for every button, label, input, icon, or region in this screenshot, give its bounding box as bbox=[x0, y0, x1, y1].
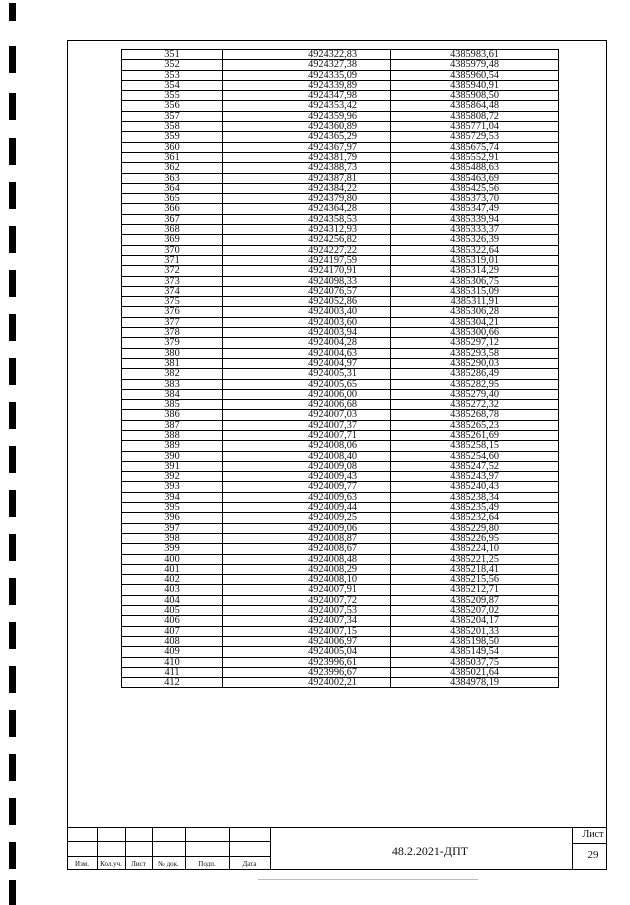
x-coordinate-cell: 4924312,93 bbox=[223, 225, 391, 235]
table-row bbox=[122, 111, 559, 121]
y-coordinate-cell: 4385293,58 bbox=[391, 348, 559, 358]
point-number-cell: 402 bbox=[122, 575, 223, 585]
point-number-cell: 396 bbox=[122, 513, 223, 523]
x-coordinate-cell: 4923996,61 bbox=[223, 657, 391, 667]
y-coordinate-cell: 4385261,69 bbox=[391, 430, 559, 440]
x-coordinate-cell: 4924002,21 bbox=[223, 678, 391, 688]
y-coordinate-cell: 4385339,94 bbox=[391, 214, 559, 224]
y-coordinate-cell: 4385373,70 bbox=[391, 194, 559, 204]
y-coordinate-cell: 4385940,91 bbox=[391, 80, 559, 90]
table-row bbox=[122, 606, 559, 616]
x-coordinate-cell: 4924379,80 bbox=[223, 194, 391, 204]
x-coordinate-cell: 4924006,97 bbox=[223, 636, 391, 646]
x-coordinate-cell: 4924004,97 bbox=[223, 358, 391, 368]
table-row bbox=[122, 616, 559, 626]
binder-mark bbox=[9, 182, 16, 209]
point-number-cell: 409 bbox=[122, 647, 223, 657]
y-coordinate-cell: 4385149,54 bbox=[391, 647, 559, 657]
table-row bbox=[122, 430, 559, 440]
x-coordinate-cell: 4924052,86 bbox=[223, 297, 391, 307]
table-row bbox=[122, 183, 559, 193]
binder-mark bbox=[9, 314, 16, 341]
table-row bbox=[122, 142, 559, 152]
binder-mark bbox=[9, 490, 16, 517]
x-coordinate-cell: 4924008,67 bbox=[223, 544, 391, 554]
y-coordinate-cell: 4385240,43 bbox=[391, 482, 559, 492]
point-number-cell: 400 bbox=[122, 554, 223, 564]
title-block bbox=[67, 827, 607, 870]
y-coordinate-cell: 4385279,40 bbox=[391, 389, 559, 399]
point-number-cell: 377 bbox=[122, 317, 223, 327]
x-coordinate-cell: 4924009,77 bbox=[223, 482, 391, 492]
y-coordinate-cell: 4385322,64 bbox=[391, 245, 559, 255]
point-number-cell: 384 bbox=[122, 389, 223, 399]
x-coordinate-cell: 4924388,73 bbox=[223, 163, 391, 173]
point-number-cell: 398 bbox=[122, 533, 223, 543]
x-coordinate-cell: 4924384,22 bbox=[223, 183, 391, 193]
y-coordinate-cell: 4385268,78 bbox=[391, 410, 559, 420]
y-coordinate-cell: 4385979,48 bbox=[391, 60, 559, 70]
x-coordinate-cell: 4924008,87 bbox=[223, 533, 391, 543]
x-coordinate-cell: 4924007,72 bbox=[223, 595, 391, 605]
y-coordinate-cell: 4385272,32 bbox=[391, 400, 559, 410]
binder-mark bbox=[9, 754, 16, 781]
x-coordinate-cell: 4924009,44 bbox=[223, 503, 391, 513]
table-row bbox=[122, 225, 559, 235]
y-coordinate-cell: 4385212,71 bbox=[391, 585, 559, 595]
table-row bbox=[122, 358, 559, 368]
x-coordinate-cell: 4924008,29 bbox=[223, 564, 391, 574]
x-coordinate-cell: 4924009,25 bbox=[223, 513, 391, 523]
table-row bbox=[122, 410, 559, 420]
x-coordinate-cell: 4924004,28 bbox=[223, 338, 391, 348]
x-coordinate-cell: 4924007,53 bbox=[223, 606, 391, 616]
point-number-cell: 360 bbox=[122, 142, 223, 152]
table-row bbox=[122, 338, 559, 348]
table-row bbox=[122, 544, 559, 554]
table-row bbox=[122, 595, 559, 605]
binder-mark bbox=[9, 93, 16, 120]
point-number-cell: 352 bbox=[122, 60, 223, 70]
x-coordinate-cell: 4924009,08 bbox=[223, 461, 391, 471]
x-coordinate-cell: 4924347,98 bbox=[223, 91, 391, 101]
y-coordinate-cell: 4385314,29 bbox=[391, 266, 559, 276]
point-number-cell: 410 bbox=[122, 657, 223, 667]
y-coordinate-cell: 4385221,25 bbox=[391, 554, 559, 564]
point-number-cell: 407 bbox=[122, 626, 223, 636]
point-number-cell: 357 bbox=[122, 111, 223, 121]
y-coordinate-cell: 4385226,95 bbox=[391, 533, 559, 543]
table-row bbox=[122, 204, 559, 214]
table-row bbox=[122, 163, 559, 173]
point-number-cell: 394 bbox=[122, 492, 223, 502]
binder-mark bbox=[9, 534, 16, 561]
y-coordinate-cell: 4385297,12 bbox=[391, 338, 559, 348]
point-number-cell: 379 bbox=[122, 338, 223, 348]
y-coordinate-cell: 4385864,48 bbox=[391, 101, 559, 111]
stamp-label-count: Кол.уч. bbox=[100, 860, 122, 868]
table-row bbox=[122, 678, 559, 688]
point-number-cell: 382 bbox=[122, 369, 223, 379]
y-coordinate-cell: 4385243,97 bbox=[391, 472, 559, 482]
x-coordinate-cell: 4924007,91 bbox=[223, 585, 391, 595]
point-number-cell: 370 bbox=[122, 245, 223, 255]
point-number-cell: 358 bbox=[122, 122, 223, 132]
x-coordinate-cell: 4924003,60 bbox=[223, 317, 391, 327]
x-coordinate-cell: 4924256,82 bbox=[223, 235, 391, 245]
point-number-cell: 366 bbox=[122, 204, 223, 214]
y-coordinate-cell: 4385258,15 bbox=[391, 441, 559, 451]
point-number-cell: 376 bbox=[122, 307, 223, 317]
table-row bbox=[122, 132, 559, 142]
x-coordinate-cell: 4924007,03 bbox=[223, 410, 391, 420]
table-row bbox=[122, 245, 559, 255]
x-coordinate-cell: 4924076,57 bbox=[223, 286, 391, 296]
point-number-cell: 397 bbox=[122, 523, 223, 533]
point-number-cell: 399 bbox=[122, 544, 223, 554]
x-coordinate-cell: 4924364,28 bbox=[223, 204, 391, 214]
table-row bbox=[122, 585, 559, 595]
y-coordinate-cell: 4385675,74 bbox=[391, 142, 559, 152]
y-coordinate-cell: 4385463,69 bbox=[391, 173, 559, 183]
point-number-cell: 355 bbox=[122, 91, 223, 101]
x-coordinate-cell: 4924227,22 bbox=[223, 245, 391, 255]
y-coordinate-cell: 4385218,41 bbox=[391, 564, 559, 574]
x-coordinate-cell: 4924197,59 bbox=[223, 255, 391, 265]
table-row bbox=[122, 194, 559, 204]
y-coordinate-cell: 4385201,33 bbox=[391, 626, 559, 636]
point-number-cell: 380 bbox=[122, 348, 223, 358]
x-coordinate-cell: 4924353,42 bbox=[223, 101, 391, 111]
y-coordinate-cell: 4385238,34 bbox=[391, 492, 559, 502]
point-number-cell: 391 bbox=[122, 461, 223, 471]
point-number-cell: 386 bbox=[122, 410, 223, 420]
binder-mark bbox=[9, 842, 16, 869]
table-row bbox=[122, 626, 559, 636]
x-coordinate-cell: 4924006,68 bbox=[223, 400, 391, 410]
x-coordinate-cell: 4924381,79 bbox=[223, 152, 391, 162]
y-coordinate-cell: 4385282,95 bbox=[391, 379, 559, 389]
point-number-cell: 387 bbox=[122, 420, 223, 430]
point-number-cell: 351 bbox=[122, 50, 223, 60]
x-coordinate-cell: 4924009,06 bbox=[223, 523, 391, 533]
table-row bbox=[122, 317, 559, 327]
point-number-cell: 401 bbox=[122, 564, 223, 574]
binder-mark bbox=[9, 622, 16, 649]
table-row bbox=[122, 420, 559, 430]
y-coordinate-cell: 4385215,56 bbox=[391, 575, 559, 585]
x-coordinate-cell: 4924170,91 bbox=[223, 266, 391, 276]
table-row bbox=[122, 492, 559, 502]
table-row bbox=[122, 122, 559, 132]
table-row bbox=[122, 451, 559, 461]
binder-mark bbox=[9, 710, 16, 737]
x-coordinate-cell: 4924009,43 bbox=[223, 472, 391, 482]
y-coordinate-cell: 4385229,80 bbox=[391, 523, 559, 533]
sheet-label: Лист bbox=[582, 829, 604, 840]
x-coordinate-cell: 4923996,67 bbox=[223, 667, 391, 677]
table-row bbox=[122, 379, 559, 389]
point-number-cell: 389 bbox=[122, 441, 223, 451]
binder-mark bbox=[9, 138, 16, 165]
table-row bbox=[122, 441, 559, 451]
binder-mark bbox=[9, 446, 16, 473]
table-row bbox=[122, 286, 559, 296]
y-coordinate-cell: 4385306,28 bbox=[391, 307, 559, 317]
point-number-cell: 373 bbox=[122, 276, 223, 286]
binder-mark bbox=[9, 226, 16, 253]
x-coordinate-cell: 4924007,15 bbox=[223, 626, 391, 636]
x-coordinate-cell: 4924005,04 bbox=[223, 647, 391, 657]
table-row bbox=[122, 60, 559, 70]
y-coordinate-cell: 4385315,09 bbox=[391, 286, 559, 296]
table-row bbox=[122, 255, 559, 265]
y-coordinate-cell: 4385209,87 bbox=[391, 595, 559, 605]
point-number-cell: 363 bbox=[122, 173, 223, 183]
footer-divider bbox=[258, 879, 478, 880]
stamp-label-date: Дата bbox=[242, 860, 257, 868]
y-coordinate-cell: 4385311,91 bbox=[391, 297, 559, 307]
binder-mark bbox=[9, 270, 16, 297]
table-row bbox=[122, 533, 559, 543]
y-coordinate-cell: 4385254,60 bbox=[391, 451, 559, 461]
point-number-cell: 369 bbox=[122, 235, 223, 245]
table-row bbox=[122, 297, 559, 307]
y-coordinate-cell: 4385326,39 bbox=[391, 235, 559, 245]
binder-mark bbox=[9, 880, 16, 905]
y-coordinate-cell: 4385037,75 bbox=[391, 657, 559, 667]
x-coordinate-cell: 4924003,94 bbox=[223, 328, 391, 338]
table-row bbox=[122, 80, 559, 90]
point-number-cell: 368 bbox=[122, 225, 223, 235]
x-coordinate-cell: 4924335,09 bbox=[223, 70, 391, 80]
y-coordinate-cell: 4385207,02 bbox=[391, 606, 559, 616]
binder-mark bbox=[9, 402, 16, 429]
table-row bbox=[122, 276, 559, 286]
table-row bbox=[122, 389, 559, 399]
x-coordinate-cell: 4924004,63 bbox=[223, 348, 391, 358]
x-coordinate-cell: 4924007,34 bbox=[223, 616, 391, 626]
point-number-cell: 406 bbox=[122, 616, 223, 626]
point-number-cell: 367 bbox=[122, 214, 223, 224]
y-coordinate-cell: 4385300,66 bbox=[391, 328, 559, 338]
coordinates-table bbox=[121, 49, 559, 688]
table-row bbox=[122, 564, 559, 574]
point-number-cell: 372 bbox=[122, 266, 223, 276]
stamp-label-doc-number: № док. bbox=[158, 860, 179, 868]
table-row bbox=[122, 235, 559, 245]
point-number-cell: 403 bbox=[122, 585, 223, 595]
binder-mark bbox=[9, 578, 16, 605]
table-row bbox=[122, 70, 559, 80]
x-coordinate-cell: 4924367,97 bbox=[223, 142, 391, 152]
x-coordinate-cell: 4924008,10 bbox=[223, 575, 391, 585]
y-coordinate-cell: 4385021,64 bbox=[391, 667, 559, 677]
y-coordinate-cell: 4385488,63 bbox=[391, 163, 559, 173]
point-number-cell: 371 bbox=[122, 255, 223, 265]
x-coordinate-cell: 4924358,53 bbox=[223, 214, 391, 224]
y-coordinate-cell: 4385552,91 bbox=[391, 152, 559, 162]
point-number-cell: 359 bbox=[122, 132, 223, 142]
point-number-cell: 408 bbox=[122, 636, 223, 646]
x-coordinate-cell: 4924327,38 bbox=[223, 60, 391, 70]
point-number-cell: 378 bbox=[122, 328, 223, 338]
table-row bbox=[122, 307, 559, 317]
point-number-cell: 411 bbox=[122, 667, 223, 677]
x-coordinate-cell: 4924005,31 bbox=[223, 369, 391, 379]
x-coordinate-cell: 4924009,63 bbox=[223, 492, 391, 502]
point-number-cell: 381 bbox=[122, 358, 223, 368]
y-coordinate-cell: 4384978,19 bbox=[391, 678, 559, 688]
y-coordinate-cell: 4385771,04 bbox=[391, 122, 559, 132]
x-coordinate-cell: 4924365,29 bbox=[223, 132, 391, 142]
y-coordinate-cell: 4385347,49 bbox=[391, 204, 559, 214]
point-number-cell: 393 bbox=[122, 482, 223, 492]
table-row bbox=[122, 472, 559, 482]
table-row bbox=[122, 91, 559, 101]
y-coordinate-cell: 4385908,50 bbox=[391, 91, 559, 101]
table-row bbox=[122, 657, 559, 667]
table-row bbox=[122, 647, 559, 657]
table-row bbox=[122, 101, 559, 111]
y-coordinate-cell: 4385286,49 bbox=[391, 369, 559, 379]
point-number-cell: 385 bbox=[122, 400, 223, 410]
x-coordinate-cell: 4924006,00 bbox=[223, 389, 391, 399]
y-coordinate-cell: 4385198,50 bbox=[391, 636, 559, 646]
point-number-cell: 362 bbox=[122, 163, 223, 173]
x-coordinate-cell: 4924008,48 bbox=[223, 554, 391, 564]
x-coordinate-cell: 4924359,96 bbox=[223, 111, 391, 121]
y-coordinate-cell: 4385729,53 bbox=[391, 132, 559, 142]
y-coordinate-cell: 4385304,21 bbox=[391, 317, 559, 327]
stamp-label-change: Изм. bbox=[75, 860, 89, 868]
x-coordinate-cell: 4924008,40 bbox=[223, 451, 391, 461]
y-coordinate-cell: 4385425,56 bbox=[391, 183, 559, 193]
table-row bbox=[122, 503, 559, 513]
point-number-cell: 392 bbox=[122, 472, 223, 482]
table-row bbox=[122, 173, 559, 183]
binder-mark bbox=[9, 3, 16, 21]
point-number-cell: 353 bbox=[122, 70, 223, 80]
y-coordinate-cell: 4385204,17 bbox=[391, 616, 559, 626]
y-coordinate-cell: 4385232,64 bbox=[391, 513, 559, 523]
y-coordinate-cell: 4385290,03 bbox=[391, 358, 559, 368]
table-row bbox=[122, 513, 559, 523]
y-coordinate-cell: 4385306,75 bbox=[391, 276, 559, 286]
point-number-cell: 356 bbox=[122, 101, 223, 111]
y-coordinate-cell: 4385224,10 bbox=[391, 544, 559, 554]
table-row bbox=[122, 461, 559, 471]
table-row bbox=[122, 523, 559, 533]
y-coordinate-cell: 4385808,72 bbox=[391, 111, 559, 121]
table-row bbox=[122, 554, 559, 564]
table-row bbox=[122, 400, 559, 410]
y-coordinate-cell: 4385235,49 bbox=[391, 503, 559, 513]
table-row bbox=[122, 667, 559, 677]
point-number-cell: 404 bbox=[122, 595, 223, 605]
table-row bbox=[122, 214, 559, 224]
point-number-cell: 388 bbox=[122, 430, 223, 440]
y-coordinate-cell: 4385265,23 bbox=[391, 420, 559, 430]
table-row bbox=[122, 152, 559, 162]
x-coordinate-cell: 4924007,71 bbox=[223, 430, 391, 440]
x-coordinate-cell: 4924387,81 bbox=[223, 173, 391, 183]
x-coordinate-cell: 4924098,33 bbox=[223, 276, 391, 286]
point-number-cell: 354 bbox=[122, 80, 223, 90]
y-coordinate-cell: 4385333,37 bbox=[391, 225, 559, 235]
table-row bbox=[122, 348, 559, 358]
x-coordinate-cell: 4924360,89 bbox=[223, 122, 391, 132]
point-number-cell: 375 bbox=[122, 297, 223, 307]
binder-mark bbox=[9, 666, 16, 693]
binder-mark bbox=[9, 798, 16, 825]
point-number-cell: 364 bbox=[122, 183, 223, 193]
point-number-cell: 361 bbox=[122, 152, 223, 162]
point-number-cell: 374 bbox=[122, 286, 223, 296]
stamp-label-sheet: Лист bbox=[131, 860, 146, 868]
x-coordinate-cell: 4924003,40 bbox=[223, 307, 391, 317]
point-number-cell: 405 bbox=[122, 606, 223, 616]
binder-mark bbox=[9, 46, 16, 73]
x-coordinate-cell: 4924322,83 bbox=[223, 50, 391, 60]
stamp-label-signature: Подп. bbox=[198, 860, 216, 868]
x-coordinate-cell: 4924007,37 bbox=[223, 420, 391, 430]
document-code: 48.2.2021-ДПТ bbox=[391, 844, 469, 858]
sheet-number: 29 bbox=[587, 849, 599, 861]
table-row bbox=[122, 369, 559, 379]
y-coordinate-cell: 4385960,54 bbox=[391, 70, 559, 80]
point-number-cell: 412 bbox=[122, 678, 223, 688]
table-row bbox=[122, 266, 559, 276]
table-row bbox=[122, 636, 559, 646]
y-coordinate-cell: 4385319,01 bbox=[391, 255, 559, 265]
table-row bbox=[122, 482, 559, 492]
binder-mark bbox=[9, 358, 16, 385]
x-coordinate-cell: 4924339,89 bbox=[223, 80, 391, 90]
y-coordinate-cell: 4385247,52 bbox=[391, 461, 559, 471]
x-coordinate-cell: 4924005,65 bbox=[223, 379, 391, 389]
point-number-cell: 365 bbox=[122, 194, 223, 204]
x-coordinate-cell: 4924008,06 bbox=[223, 441, 391, 451]
table-row bbox=[122, 328, 559, 338]
point-number-cell: 390 bbox=[122, 451, 223, 461]
point-number-cell: 383 bbox=[122, 379, 223, 389]
point-number-cell: 395 bbox=[122, 503, 223, 513]
y-coordinate-cell: 4385983,61 bbox=[391, 50, 559, 60]
table-row bbox=[122, 50, 559, 60]
table-row bbox=[122, 575, 559, 585]
